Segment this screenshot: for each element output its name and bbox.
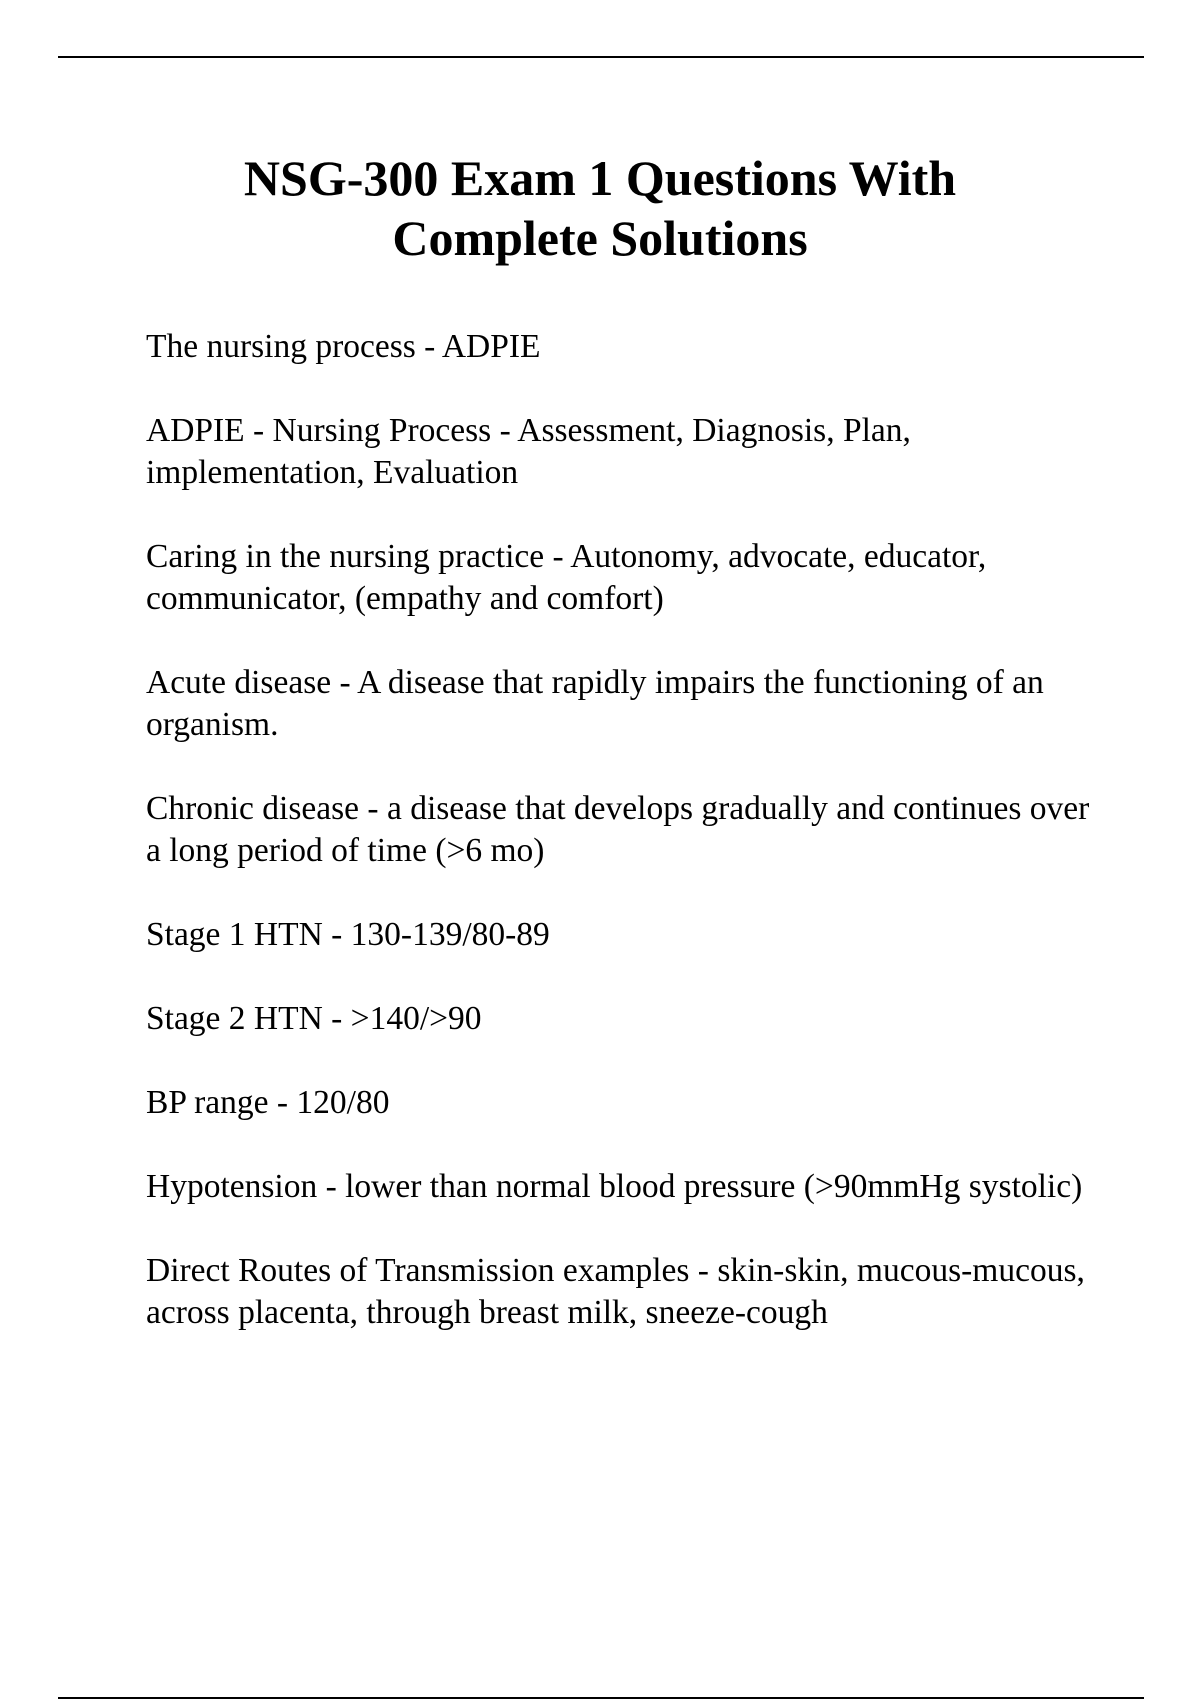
qa-entry-hypotension: Hypotension - lower than normal blood pressure (>90mmHg systolic) — [146, 1168, 1083, 1205]
footer-divider — [58, 1697, 1144, 1699]
page-title-line-2: Complete Solutions — [392, 210, 808, 266]
qa-entry-bp-range: BP range - 120/80 — [146, 1084, 390, 1121]
page-title-line-1: NSG-300 Exam 1 Questions With — [243, 150, 957, 206]
qa-entry-chronic-disease: Chronic disease - a disease that develops gradually and continues over a long period of time (>6 mo) — [146, 790, 1090, 869]
page-title — [130, 148, 1070, 268]
qa-entry-stage-2-htn: Stage 2 HTN - >140/>90 — [146, 1000, 482, 1037]
qa-entry-stage-1-htn: Stage 1 HTN - 130-139/80-89 — [146, 916, 550, 953]
qa-entry-direct-routes: Direct Routes of Transmission examples - skin-skin, mucous-mucous, across placenta, through breast milk, sneeze-cough — [146, 1252, 1085, 1331]
qa-entry-adpie: ADPIE - Nursing Process - Assessment, Diagnosis, Plan, implementation, Evaluation — [146, 412, 911, 491]
header-divider — [58, 56, 1144, 58]
qa-list — [146, 326, 1096, 1376]
qa-entry-acute-disease: Acute disease - A disease that rapidly impairs the functioning of an organism. — [146, 664, 1044, 743]
qa-entry-nursing-process: The nursing process - ADPIE — [146, 328, 541, 365]
qa-entry-caring: Caring in the nursing practice - Autonomy, advocate, educator, communicator, (empathy and comfort) — [146, 538, 987, 617]
